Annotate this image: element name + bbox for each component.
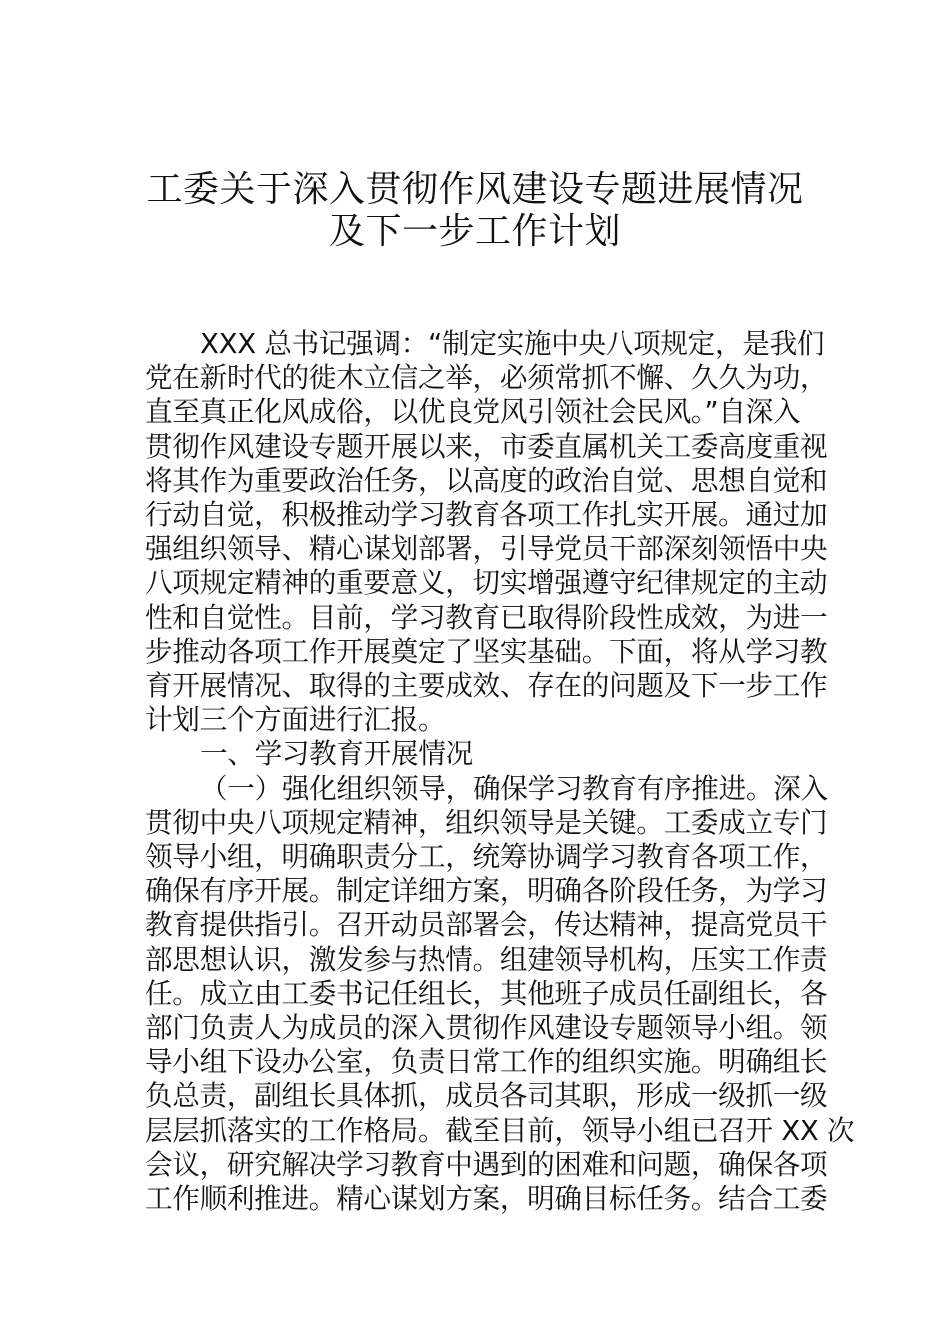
document-title-line-2: 及下一步工作计划 <box>328 211 621 252</box>
body-text-line: XXX 总书记强调：“制定实施中央八项规定，是我们 <box>200 327 825 360</box>
body-text-line: 负总责，副组长具体抓，成员各司其职，形成一级抓一级 <box>145 1079 828 1113</box>
body-text-line: 工作顺利推进。精心谋划方案，明确目标任务。结合工委 <box>145 1182 828 1215</box>
body-text-line: 八项规定精神的重要意义，切实增强遵守纪律规定的主动 <box>145 566 828 600</box>
body-text-line: 党在新时代的徙木立信之举，必须常抓不懈、久久为功， <box>145 361 828 395</box>
body-text-line: 导小组下设办公室，负责日常工作的组织实施。明确组长 <box>145 1045 828 1079</box>
body-text-line: 强组织领导、精心谋划部署，引导党员干部深刻领悟中央 <box>145 532 828 566</box>
body-text-line: 计划三个方面进行汇报。 <box>145 703 446 737</box>
body-text-line: 确保有序开展。制定详细方案，明确各阶段任务，为学习 <box>145 874 828 908</box>
body-text-line: 部思想认识，激发参与热情。组建领导机构，压实工作责 <box>145 942 828 976</box>
body-text-line: 教育提供指引。召开动员部署会，传达精神，提高党员干 <box>145 908 828 942</box>
body-text-line: 任。成立由工委书记任组长，其他班子成员任副组长，各 <box>145 976 828 1010</box>
section-heading: 一、学习教育开展情况 <box>200 737 473 771</box>
body-text-line: 性和自觉性。目前，学习教育已取得阶段性成效，为进一 <box>145 600 828 634</box>
body-text-line: 行动自觉，积极推动学习教育各项工作扎实开展。通过加 <box>145 498 828 531</box>
document-title-line-1: 工委关于深入贯彻作风建设专题进展情况 <box>146 169 804 210</box>
body-text-line: 育开展情况、取得的主要成效、存在的问题及下一步工作 <box>145 669 828 702</box>
body-text-line: 会议，研究解决学习教育中遇到的困难和问题，确保各项 <box>145 1147 828 1181</box>
body-text-line: （一）强化组织领导，确保学习教育有序推进。深入 <box>200 771 828 805</box>
body-text-line: 层层抓落实的工作格局。截至目前，领导小组已召开 XX 次 <box>145 1113 855 1147</box>
body-text-line: 将其作为重要政治任务，以高度的政治自觉、思想自觉和 <box>145 463 828 497</box>
body-text-line: 直至真正化风成俗，以优良党风引领社会民风。”自深入 <box>145 395 801 429</box>
body-text-line: 步推动各项工作开展奠定了坚实基础。下面，将从学习教 <box>145 634 828 668</box>
body-text-line: 部门负责人为成员的深入贯彻作风建设专题领导小组。领 <box>145 1011 828 1044</box>
body-text-line: 贯彻作风建设专题开展以来，市委直属机关工委高度重视 <box>145 429 828 463</box>
body-text-line: 领导小组，明确职责分工，统筹协调学习教育各项工作， <box>145 840 828 873</box>
body-text-line: 贯彻中央八项规定精神，组织领导是关键。工委成立专门 <box>145 805 828 839</box>
